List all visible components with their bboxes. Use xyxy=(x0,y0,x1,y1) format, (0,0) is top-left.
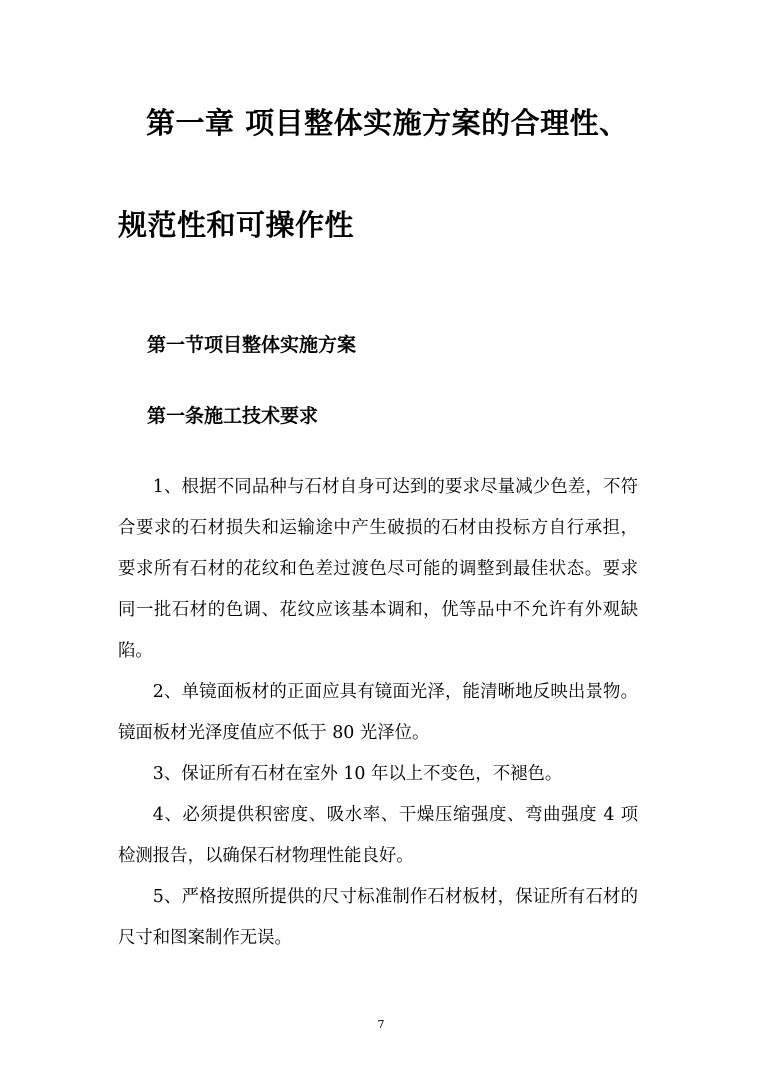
body-text xyxy=(118,467,638,959)
paragraph-1: 1、根据不同品种与石材自身可达到的要求尽量减少色差，不符合要求的石材损失和运输途中产生破损的石材由投标方自行承担，要求所有石材的花纹和色差过渡色尽可能的调整到最佳状态。要求同一批石材的色调、花纹应该基本调和，优等品中不允许有外观缺陷。 xyxy=(118,477,638,661)
section-heading: 第一节项目整体实施方案 xyxy=(147,334,357,356)
paragraph-3: 3、保证所有石材在室外 10 年以上不变色，不褪色。 xyxy=(152,764,563,784)
paragraph-5: 5、严格按照所提供的尺寸标准制作石材板材，保证所有石材的尺寸和图案制作无误。 xyxy=(118,887,638,948)
page-number: 7 xyxy=(377,1018,385,1031)
paragraph-2: 2、单镜面板材的正面应具有镜面光泽，能清晰地反映出景物。镜面板材光泽度值应不低于 80 光泽位。 xyxy=(118,682,638,743)
article-heading: 第一条施工技术要求 xyxy=(147,405,319,427)
chapter-title-line-1: 第一章 项目整体实施方案的合理性、 xyxy=(146,106,629,140)
chapter-title-line-2: 规范性和可操作性 xyxy=(118,208,355,242)
paragraph-4: 4、必须提供积密度、吸水率、干燥压缩强度、弯曲强度 4 项检测报告，以确保石材物理性能良好。 xyxy=(118,805,638,866)
